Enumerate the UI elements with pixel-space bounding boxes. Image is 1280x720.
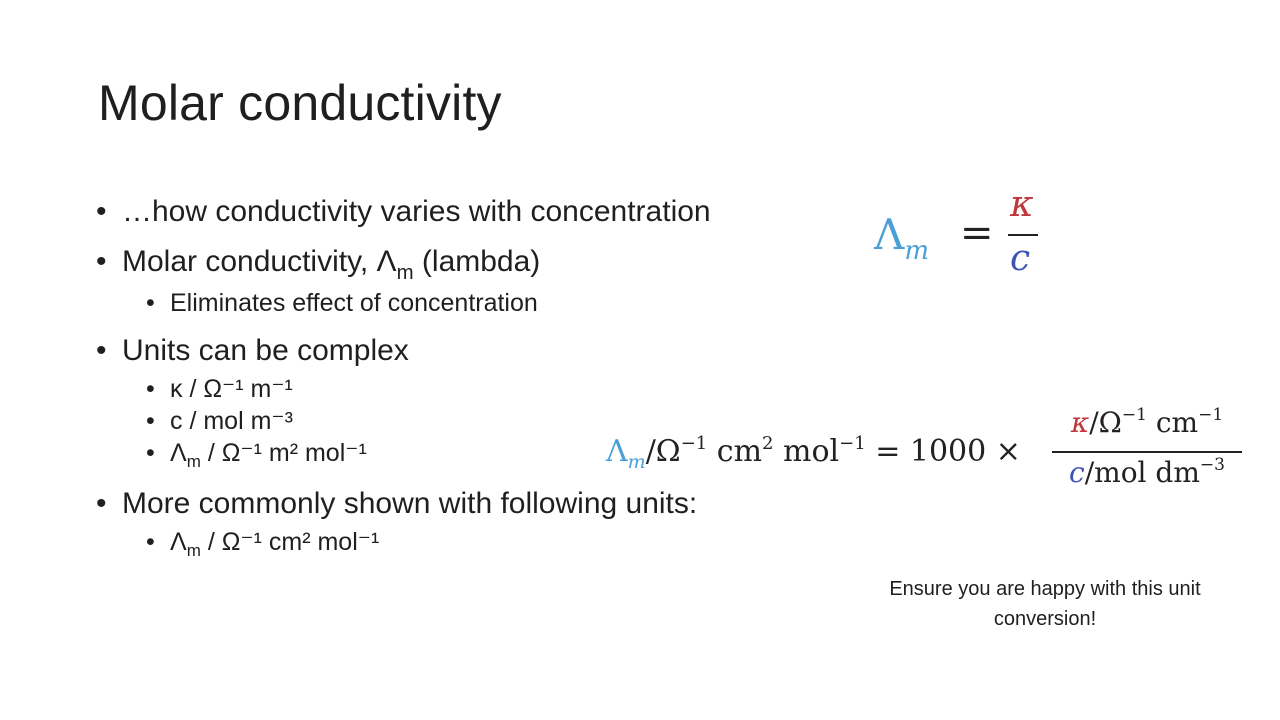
bullet-group-molar-conductivity	[96, 244, 736, 319]
mol-unit: mol	[773, 434, 840, 469]
bullet-list	[96, 194, 736, 575]
exponent: 2	[762, 433, 774, 454]
equation-molar-conductivity	[874, 186, 1044, 286]
subscript-m: m	[186, 452, 201, 472]
omega-unit: /Ω	[645, 434, 681, 469]
sub-bullet-lambda-cm-units	[96, 526, 736, 561]
c-symbol: c	[1069, 456, 1085, 489]
omega-unit: /Ω	[1089, 406, 1122, 439]
fraction-denominator-c: c	[1010, 238, 1031, 279]
cm-unit: cm	[1146, 406, 1199, 439]
exponent: −1	[1198, 405, 1224, 425]
fraction-bar	[1008, 234, 1038, 236]
bullet-text: Molar conductivity, Λ	[122, 245, 397, 278]
sub-bullet-eliminates: • Eliminates effect of concentration	[96, 287, 736, 319]
mol-dm-unit: /mol dm	[1084, 456, 1200, 489]
bullet-text: (lambda)	[413, 245, 541, 278]
equation-lhs	[606, 433, 1021, 473]
conversion-note: Ensure you are happy with this unit conversion!	[889, 578, 1201, 630]
cm-unit: cm	[707, 434, 763, 469]
bullet-text: / Ω⁻¹ m² mol⁻¹	[200, 439, 367, 467]
exponent: −1	[1121, 405, 1147, 425]
bullet-text: / Ω⁻¹ cm² mol⁻¹	[200, 528, 380, 556]
lambda-symbol: Λ	[606, 434, 628, 469]
equation-lhs	[874, 210, 929, 266]
sub-bullet-c-units: • c / mol m⁻³	[96, 405, 736, 437]
fraction-numerator	[1052, 406, 1242, 439]
sub-bullet-kappa-units: • κ / Ω⁻¹ m⁻¹	[96, 373, 736, 405]
bullet-conductivity-variation: • …how conductivity varies with concentration	[96, 194, 736, 230]
exponent: −3	[1199, 455, 1225, 475]
kappa-symbol: κ	[1070, 406, 1090, 439]
bullet-text: Λ	[170, 528, 187, 556]
bullet-molar-conductivity	[96, 244, 736, 283]
fraction-bar	[1052, 451, 1242, 453]
equation-unit-conversion	[606, 406, 1246, 502]
subscript-m: m	[186, 541, 201, 561]
fraction-denominator	[1052, 456, 1242, 489]
bullet-text: Λ	[170, 439, 187, 467]
subscript-m: m	[904, 236, 929, 266]
fraction-numerator-kappa: κ	[1010, 184, 1034, 225]
equals-sign: =	[960, 210, 994, 256]
exponent: −1	[839, 433, 866, 454]
bullet-common-units: • More commonly shown with following units:	[96, 486, 736, 522]
bullet-units-complex: • Units can be complex	[96, 333, 736, 369]
subscript-m: m	[627, 451, 646, 473]
equals-factor: = 1000 ×	[865, 434, 1021, 469]
slide-title: Molar conductivity	[98, 75, 502, 131]
lambda-symbol: Λ	[874, 210, 905, 259]
exponent: −1	[680, 433, 708, 454]
subscript-m: m	[396, 261, 414, 284]
